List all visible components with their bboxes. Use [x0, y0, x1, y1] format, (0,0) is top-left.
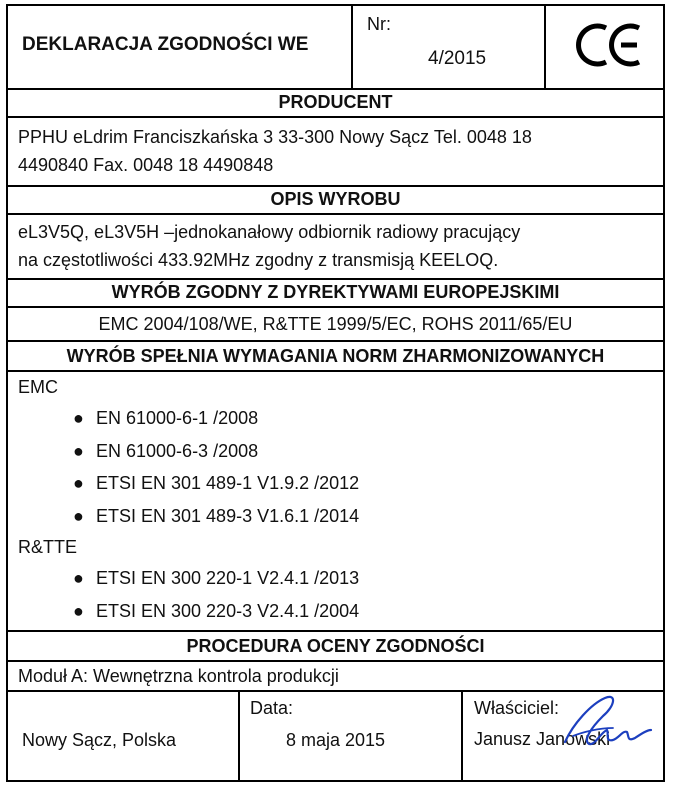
footer-row [6, 690, 665, 782]
place-cell [8, 692, 238, 780]
bullet-icon: ● [73, 568, 84, 588]
norm-group-rtte-title: R&TTE [18, 537, 78, 557]
bullet-icon: ● [73, 408, 84, 428]
date-value: 8 maja 2015 [286, 730, 386, 750]
owner-cell [461, 692, 663, 780]
product-body [6, 213, 665, 278]
place-text: Nowy Sącz, Polska [22, 730, 177, 750]
norm-group-rtte-list [18, 562, 663, 627]
norm-item: EN 61000-6-1 /2008 [96, 408, 259, 428]
norm-item: EN 61000-6-3 /2008 [96, 440, 259, 461]
owner-label: Właściciel: [474, 698, 560, 718]
date-cell [238, 692, 461, 780]
directives-text: EMC 2004/108/WE, R&TTE 1999/5/EC, ROHS 2011/65/EU [6, 306, 665, 340]
product-heading: OPIS WYROBU [6, 185, 665, 213]
document-title: DEKLARACJA ZGODNOŚCI WE [22, 34, 309, 55]
product-line-1: eL3V5Q, eL3V5H –jednokanałowy odbiornik radiowy pracujący [18, 222, 521, 242]
norm-group-emc-title: EMC [18, 377, 58, 397]
norm-item: ETSI EN 300 220-1 V2.4.1 /2013 [96, 568, 360, 588]
list-item [18, 435, 663, 468]
bullet-icon: ● [73, 473, 84, 493]
norms-heading: WYRÓB SPEŁNIA WYMAGANIA NORM ZHARMONIZOWANYCH [6, 340, 665, 370]
ce-mark-icon [546, 6, 665, 86]
bullet-icon: ● [73, 440, 84, 461]
producer-line-1: PPHU eLdrim Franciszkańska 3 33-300 Nowy Sącz Tel. 0048 18 [18, 127, 532, 147]
bullet-icon: ● [73, 505, 84, 526]
title-cell [8, 6, 351, 88]
number-value: 4/2015 [428, 48, 487, 69]
procedure-heading: PROCEDURA OCENY ZGODNOŚCI [6, 630, 665, 660]
list-item [18, 562, 663, 595]
list-item [18, 467, 663, 500]
norm-group-emc-list [18, 402, 663, 532]
list-item [18, 402, 663, 435]
header-row [6, 4, 665, 88]
product-line-2: na częstotliwości 433.92MHz zgodny z transmisją KEELOQ. [18, 250, 499, 270]
producer-heading: PRODUCENT [6, 88, 665, 116]
producer-line-2: 4490840 Fax. 0048 18 4490848 [18, 155, 274, 175]
bullet-icon: ● [73, 600, 84, 621]
ce-mark-cell [544, 6, 663, 88]
directives-heading: WYRÓB ZGODNY Z DYREKTYWAMI EUROPEJSKIMI [6, 278, 665, 306]
declaration-document [6, 4, 665, 782]
norms-body [6, 370, 665, 630]
ce-mark-e [612, 26, 639, 64]
signature-icon [543, 684, 653, 764]
producer-body [6, 116, 665, 185]
owner-name: Janusz Janowski [474, 729, 611, 749]
norm-item: ETSI EN 300 220-3 V2.4.1 /2004 [96, 600, 360, 621]
list-item [18, 500, 663, 533]
signature-stroke [565, 697, 651, 744]
list-item [18, 595, 663, 628]
date-label: Data: [250, 698, 294, 718]
procedure-text: Moduł A: Wewnętrzna kontrola produkcji [6, 660, 665, 690]
ce-mark-c [579, 26, 606, 64]
norm-item: ETSI EN 301 489-3 V1.6.1 /2014 [96, 505, 360, 526]
number-label: Nr: [367, 14, 391, 34]
norm-item: ETSI EN 301 489-1 V1.9.2 /2012 [96, 473, 360, 493]
number-cell [351, 6, 544, 88]
